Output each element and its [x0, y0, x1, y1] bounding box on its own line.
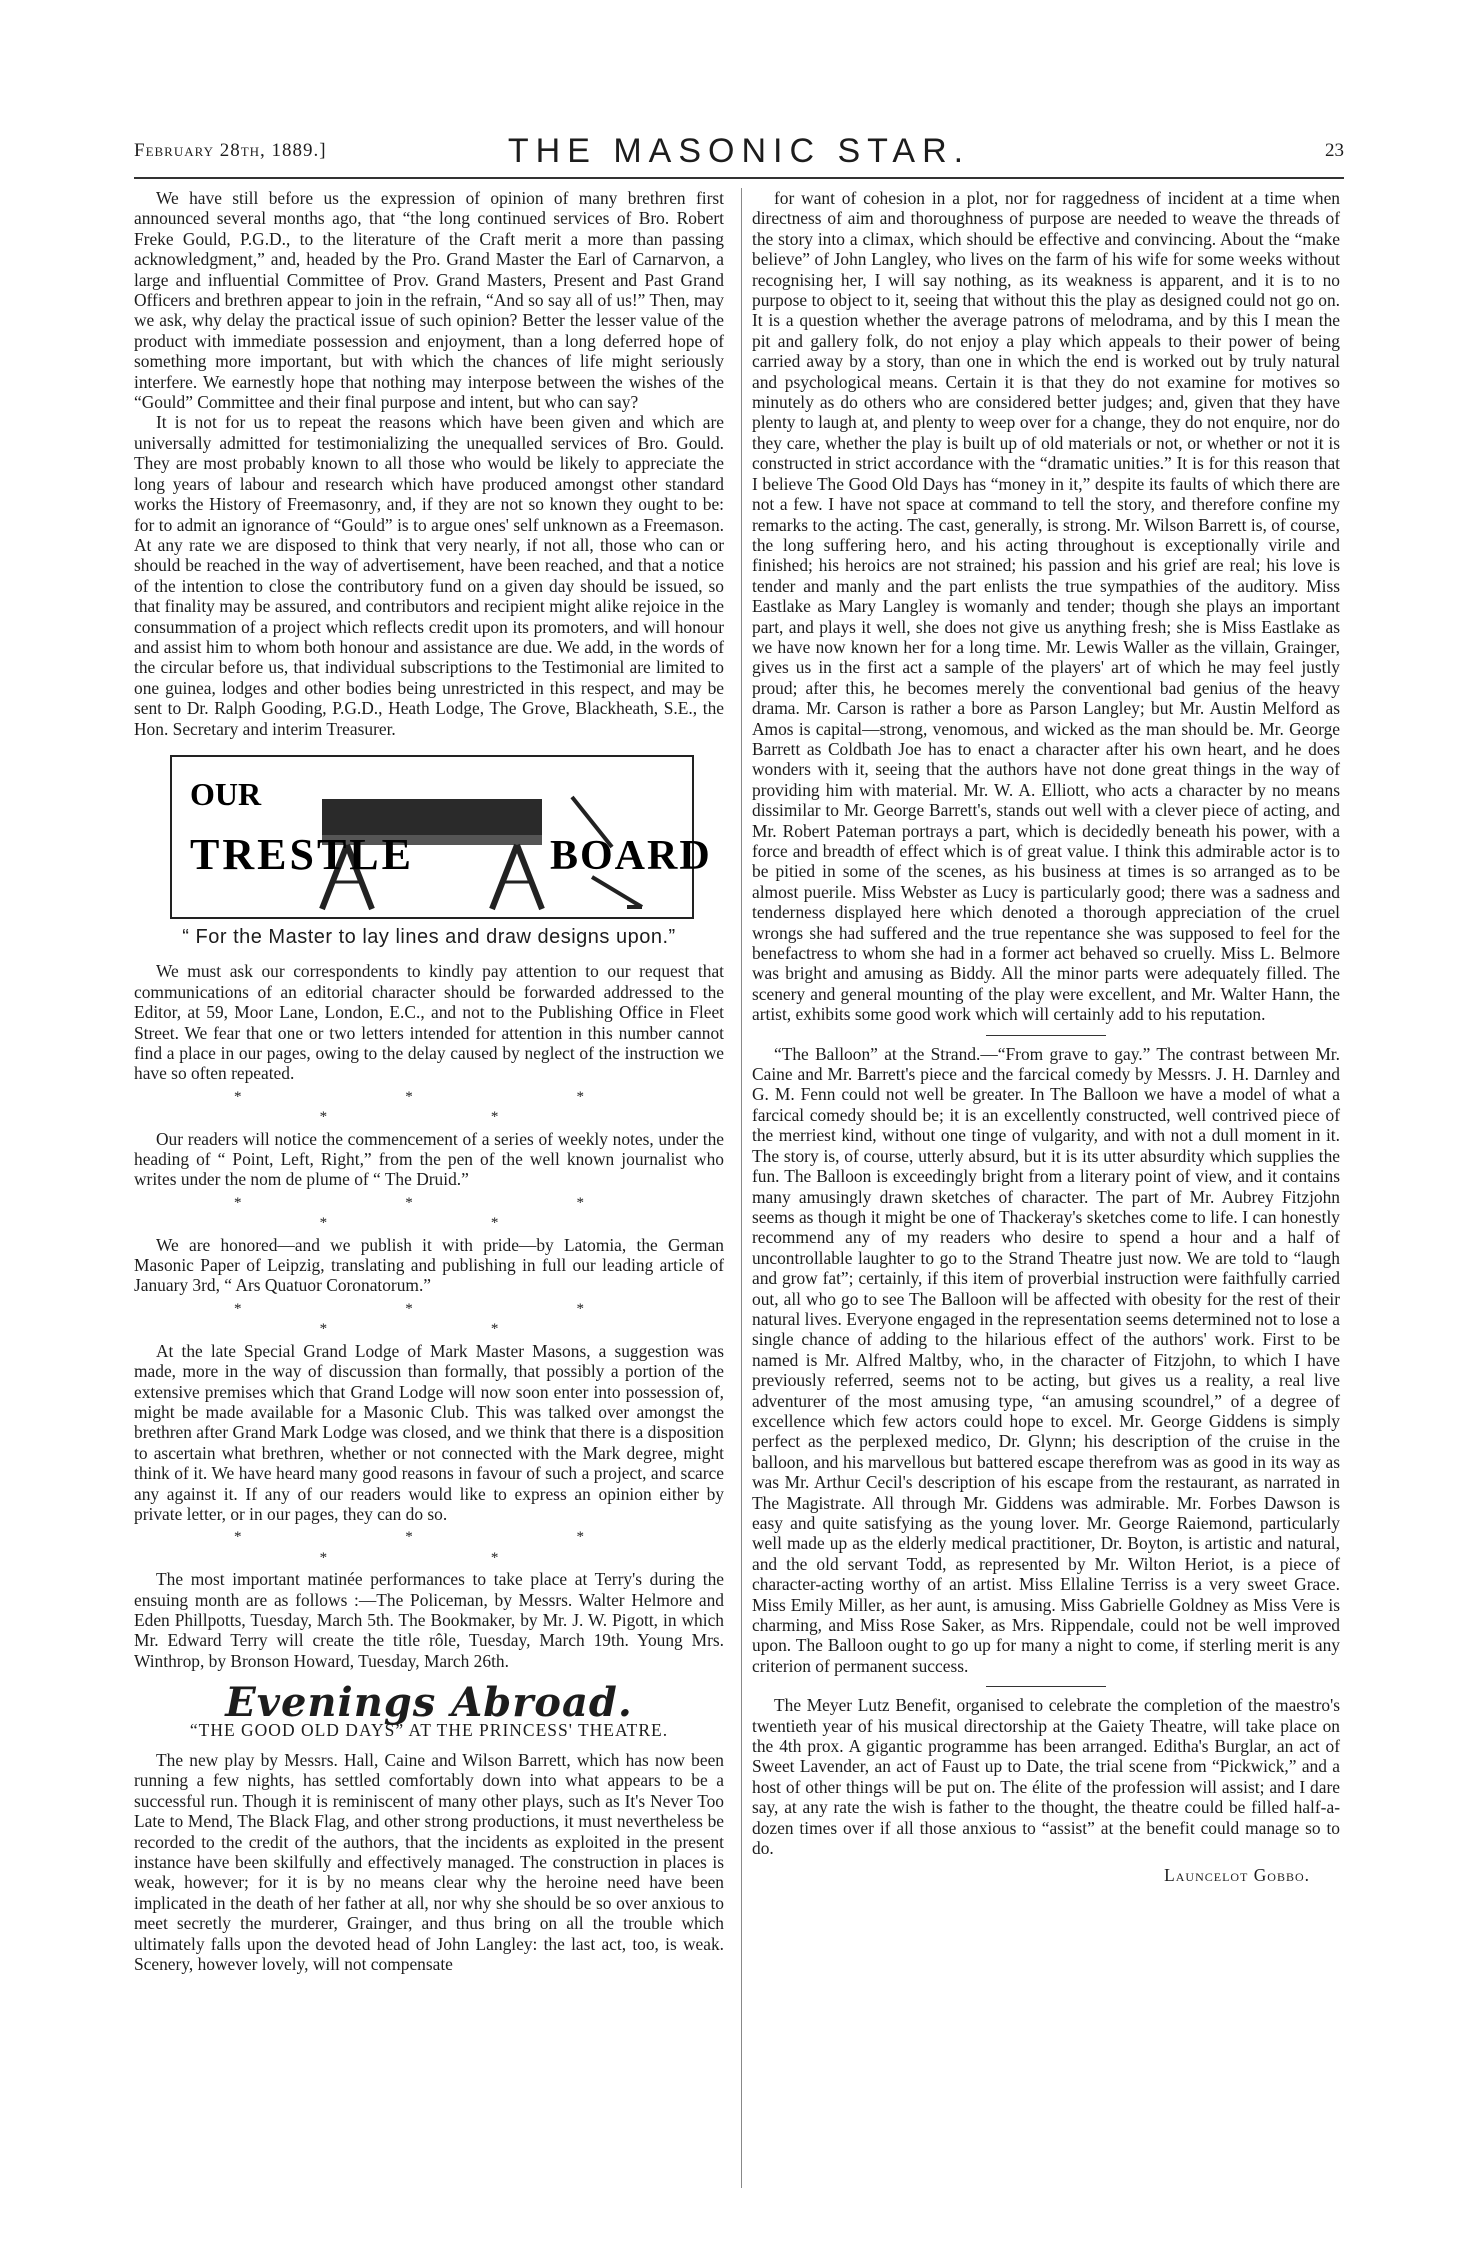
good-old-days-review-continued: for want of cohesion in a plot, nor for raggedness of incident at a time when directness of aim and thoroughness of purpose are needed to weave the threads of the story into a climax, which should be effective and convincing. About the “make believe” of John Langley, who lives on the farm of his wife for some weeks without recognising her, I will say nothing, as its weakness is apparent, and it is to no purpose to object to it, seeing that without this the play as designed could not go on. It is a question whether the average patrons of melodrama, and by this I mean the pit and gallery folk, do not enjoy a play which appeals to their power of being carried away by a story, than one in which the end is worked out by truly natural and psychological means. Certain it is that they do not examine for motives so minutely as do others who are considered better judges; and, given that they have plenty to laugh at, and plenty to weep over for a change, they do not enquire, nor do they care, whether the play is built up of old materials or not, or whether or not it is constructed in strict accordance with the “dramatic unities.” It is for this reason that I believe The Good Old Days has “money in it,” despite its faults of which there are not a few. I have not space at command to tell the story, and therefore confine my remarks to the acting. The cast, generally, is strong. Mr. Wilson Barrett is, of course, the long suffering hero, and his acting throughout is exceptionally virile and finished; his heroics are not strained; his passion and his grief are real; his love is tender and manly and the part enlists the true sympathies of the auditory. Miss Eastlake as Mary Langley is womanly and tender; though she plays an important part, and plays it well, she does not give us anything fresh; she is Miss Eastlake as we have now known her for a long time. Mr. Lewis Waller as the villain, Grainger, gives us in the first act a sample of the players' art of which he may feel justly proud; after this, he becomes merely the conventional bad genius of the heavy drama. Mr. Carson is rather a bore as Parson Langley; but Mr. Austin Melford as Amos is capital—strong, venomous, and wicked as the man should be. Mr. George Barrett as Coldbath Joe has to enact a character after his own heart, and he does wonders with it, seeing that the authors have not done great things in the way of providing him with material. Mr. W. A. Elliott, who acts a character by no means dissimilar to Mr. George Barrett's, stands out well with a clever piece of acting, and Mr. Robert Pateman portrays a part, which is decidedly beneath his power, with a force and breadth of effect which is of great value. I think this admirable actor is to be pitied in some of the scenes, as his business at times is so arranged as to be almost puerile. Miss Webster as Lucy is particularly good; there was a sadness and tenderness displayed here which denoted a thorough appreciation of the cruel wrongs she had suffered and the true repentance she was supposed to feel for the benefactress to whom she had in a former act behaved so cruelly. Miss L. Belmore was bright and amusing as Biddy. All the minor parts were adequately filled. The scenery and general mounting of the play were excellent, and Mr. Walter Hann, the artist, exhibits some good work which will certainly add to his reputation. — [752, 188, 1340, 1025]
trestle-leg — [492, 845, 517, 909]
masthead-title: THE MASONIC STAR. — [507, 132, 971, 170]
section-stars: * * * * * — [234, 1300, 664, 1338]
section-stars: * * * * * — [234, 1194, 664, 1232]
trestle-our-text: OUR — [190, 775, 262, 812]
header-rule — [134, 177, 1344, 179]
evenings-abroad-heading: Evenings Abroad. — [225, 1679, 633, 1727]
section-stars: * * * * * — [234, 1088, 664, 1126]
correspondents-paragraph: We must ask our correspondents to kindly pay attention to our request that communications of an editorial character should be forwarded addressed to the Editor, at 59, Moor Lane, London, E.C., and not to the Publishing Office in Fleet Street. We fear that one or two letters intended for attention in this number cannot find a place in our pages, owing to the delay caused by neglect of the instruction we have so often repeated. — [134, 961, 724, 1084]
trestle-board-emblem — [170, 755, 712, 919]
balloon-review-paragraph: “The Balloon” at the Strand.—“From grave to gay.” The contrast between Mr. Caine and Mr. Barrett's piece and the farcical comedy by Messrs. J. H. Darnley and G. M. Fenn could not well be greater. In The Balloon we have a model of what a farcical comedy should be; it is an excellently constructed, well contrived piece of the merriest kind, without one tinge of vulgarity, and with not a dull moment in it. The story is, of course, utterly absurd, but it is its utter absurdity which supplies the fun. The Balloon is exceedingly bright from a literary point of view, and it contains many amusingly drawn sketches of character. The part of Mr. Aubrey Fitzjohn seems as though it might be one of Thackeray's sketches come to life. I can honestly recommend any of my readers who desire to spend a hour and a half of uncontrollable laughter to go to the Strand Theatre just now. We are told to “laugh and grow fat”; certainly, if this item of proverbial instruction were faithfully carried out, all who go to see The Balloon will be affected with obesity for the rest of their natural lives. Everyone engaged in the representation seems determined not to lose a single chance of adding to the hilarious effect of the authors' work. First to be named is Mr. Alfred Maltby, who, in the character of Fitzjohn, to which I have previously referred, seems not to be acting, but gives us a reality, a real live adventurer of the most amusing type, “an amusing scoundrel,” of a degree of excellence which few actors could hope to excel. Mr. George Giddens is simply perfect as the perplexed medico, Dr. Glynn; his description of the cruise in the balloon, and his marvellous but battered escape therefrom was as good in its way as was Mr. Arthur Cecil's description of his escape from the restaurant, as narrated in The Magistrate. All through Mr. Giddens was admirable. Mr. Forbes Dawson is easy and quite satisfying as the young lover. Mr. George Raiemond, particularly well made up as the elderly medical practitioner, Dr. Boyton, is artistic and natural, and the old servant Todd, as represented by Mr. Wilton Heriot, is a piece of character-acting worthy of an artist. Miss Ellaline Terriss is a very sweet Grace. Miss Emily Miller, as her aunt, is amusing. Miss Gabrielle Goldney as Miss Vere is charming, and Miss Rose Saker, as Mrs. Rippendale, could not be well improved upon. The Balloon ought to go up for many a night to come, if sterling merit is any criterion of permanent success. — [752, 1043, 1340, 1676]
latomia-paragraph: We are honored—and we publish it with pride—by Latomia, the German Masonic Paper of Leipzig, translating and publishing in full our leading article of January 3rd, “ Ars Quatuor Coronatorum.” — [134, 1234, 724, 1296]
trestle-word2-text: BOARD — [550, 832, 712, 879]
page-header — [134, 132, 1344, 172]
lutz-benefit-paragraph: The Meyer Lutz Benefit, organised to celebrate the completion of the maestro's twentieth year of his musical directorship at the Gaiety Theatre, will take place on the 4th prox. A gigantic programme has been arranged. Editha's Burglar, an act of Sweet Lavender, an act of Faust up to Date, the trial scene from “Pickwick,” and a host of other things will be put on. The élite of the profession will assist; and I dare say, at any rate the wish is father to the thought, the theatre could be filled half-a-dozen times over if all those anxious to “assist” at the benefit could manage so to do. — [752, 1695, 1340, 1859]
good-old-days-review-paragraph: The new play by Messrs. Hall, Caine and Wilson Barrett, which has now been running a few nights, has settled comfortably down into what appears to be a successful run. Though it is reminiscent of many other plays, such as It's Never Too Late to Mend, The Black Flag, and other strong productions, it must nevertheless be recorded to the credit of the authors, that the incidents as exploited in the present instance have been skilfully and effectively managed. The construction in places is weak, however; for it is by no means clear why the heroine need have been implicated in the death of her father at all, nor why she should be so over anxious to meet secretly the murderer, Grainger, and thus bring on all the trouble which ultimately falls upon the devoted head of John Langley: the last act, too, is weak. Scenery, however lovely, will not compensate — [134, 1750, 724, 1975]
trestle-motto: “ For the Master to lay lines and draw designs upon.” — [182, 925, 676, 948]
page-number: 23 — [1325, 140, 1344, 161]
weekly-notes-paragraph: Our readers will notice the commencement of a series of weekly notes, under the heading of “ Point, Left, Right,” from the pen of the well known journalist who writes under the nom de plume of “ The Druid.” — [134, 1128, 724, 1190]
section-stars: * * * * * — [234, 1529, 664, 1566]
left-column — [134, 188, 724, 1974]
masonic-club-paragraph: At the late Special Grand Lodge of Mark Master Masons, a suggestion was made, more in the way of discussion than formally, that possibly a portion of the extensive premises which that Grand Lodge will now soon enter into possession of, might be made available for a Masonic Club. This was talked over amongst the brethren after Grand Mark Lodge was closed, and we think that there is a disposition to ascertain what brethren, whether or not connected with the Mark degree, might think of it. We have heard many good reasons in favour of such a project, and scarce any against it. If any of our readers would like to express an opinion either by private letter, or in our pages, they can do so. — [134, 1340, 724, 1524]
gould-reasons-paragraph: It is not for us to repeat the reasons which have been given and which are universally admitted for testimonializing the unequalled services of Bro. Gould. They are most probably known to all those who would be likely to appreciate the long years of labour and research which have produced amongst other standard works the History of Freemasonry, and, if they are not so known they ought to be: for to admit an ignorance of “Gould” is to argue ones' self unknown as a Freemason. At any rate we are disposed to think that very nearly, if not all, those who can or should be reached in the way of advertisement, have been reached, and that a notice of the intention to close the contributory fund on a given day should be issued, so that finality may be assured, and contributors and recipient might alike rejoice in the consummation of a project which reflects credit upon its promoters, and will honour and assist him to whom both honour and assistance are due. We add, in the words of the circular before us, that individual subscriptions to the Testimonial are limited to one guinea, lodges and other bodies being unrestricted in this respect, and may be sent to Dr. Ralph Gooding, P.G.D., Heath Lodge, The Grove, Blackheath, S.E., the Hon. Secretary and interim Treasurer. — [134, 412, 724, 739]
short-divider — [986, 1686, 1106, 1687]
good-old-days-subheading: “THE GOOD OLD DAYS” AT THE PRINCESS' THEATRE. — [189, 1719, 669, 1740]
trestle-word1-text: TRESTLE — [190, 829, 414, 879]
trestle-leg — [517, 845, 542, 909]
trestle-board-drawing — [172, 757, 712, 917]
gould-testimonial-paragraph: We have still before us the expression of opinion of many brethren first announced several months ago, that “the long continued services of Bro. Robert Freke Gould, P.G.D., to the literature of the Craft merit a more than passing acknowledgment,” and, headed by the Pro. Grand Master the Earl of Carnarvon, a large and influential Committee of Prov. Grand Masters, Present and Past Grand Officers and brethren appear to join in the refrain, “And so say all of us!” Then, may we ask, why delay the practical issue of such opinion? Better the lesser value of the product with immediate possession and enjoyment, than a long deferred hope of something more important, but with which the chances of life might seriously interfere. We earnestly hope that nothing may interpose between the wishes of the “Gould” Committee and their final purpose and intent, but who can say? — [134, 188, 724, 413]
matinee-paragraph: The most important matinée performances to take place at Terry's during the ensuing month are as follows :—The Policeman, by Messrs. Walter Helmore and Eden Phillpotts, Tuesday, March 5th. The Bookmaker, by Mr. J. W. Pigott, in which Mr. Edward Terry will create the title rôle, Tuesday, March 19th. Young Mrs. Winthrop, by Bronson Howard, Tuesday, March 26th. — [134, 1569, 724, 1671]
right-column — [752, 188, 1340, 1885]
column-divider — [741, 188, 742, 2188]
author-signature: Launcelot Gobbo. — [1164, 1864, 1310, 1885]
issue-date: February 28th, 1889.] — [134, 140, 327, 161]
short-divider — [986, 1035, 1106, 1036]
